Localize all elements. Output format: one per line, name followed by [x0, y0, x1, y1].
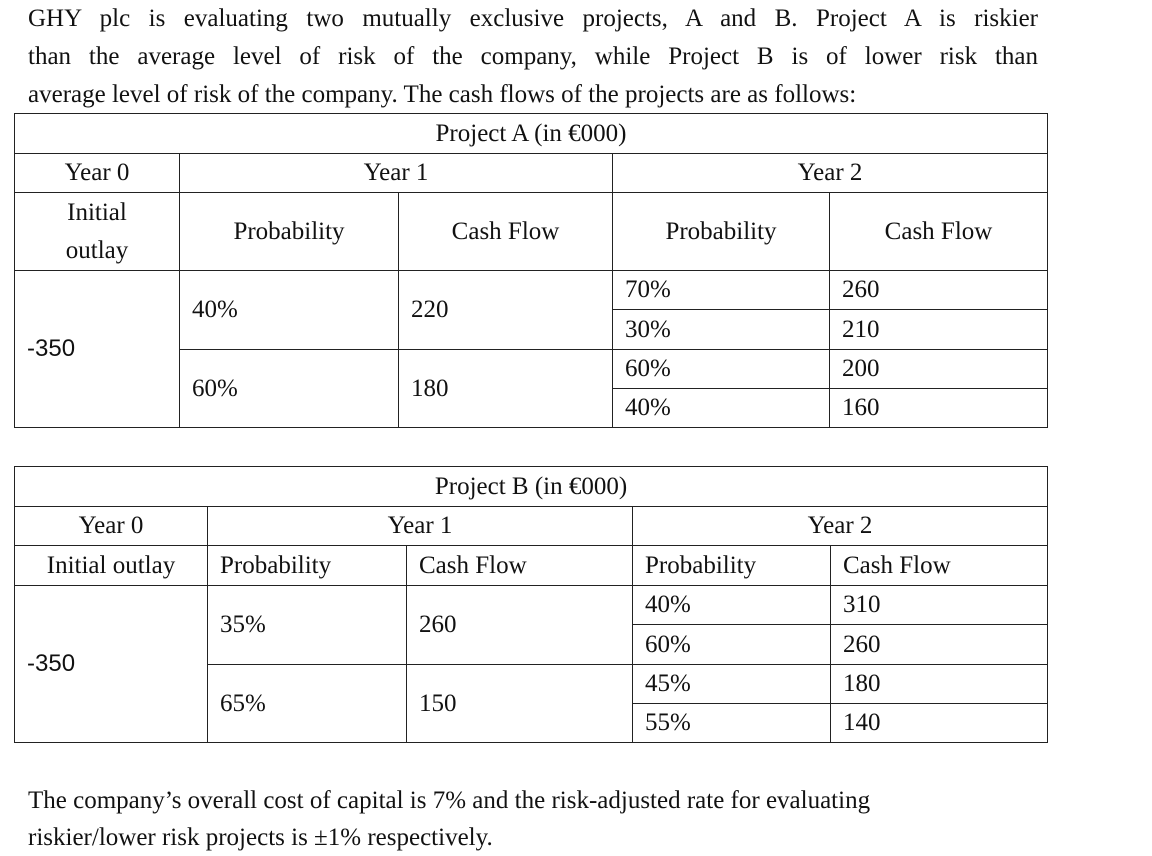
project-b-y1-cf: 150 [407, 665, 633, 743]
project-a-y1-cf: 180 [399, 350, 613, 428]
project-a-year0-header: Year 0 [15, 154, 180, 193]
project-a-y1-prob: 40% [180, 271, 399, 350]
outro-line-2: riskier/lower risk projects is ±1% respectively. [28, 824, 493, 851]
project-b-cf2-header: Cash Flow [831, 546, 1048, 586]
project-b-y2-cf: 260 [831, 625, 1048, 665]
project-a-y1-prob: 60% [180, 350, 399, 428]
project-a-prob2-header: Probability [613, 193, 830, 271]
project-b-title: Project B (in €000) [15, 467, 1048, 507]
project-a-cf-header: Cash Flow [399, 193, 613, 271]
project-a-y2-prob: 40% [613, 389, 830, 428]
intro-paragraph [28, 0, 1038, 114]
project-a-y2-cf: 160 [830, 389, 1048, 428]
intro-line-1: GHY plc is evaluating two mutually exclusive projects, A and B. Project A is riskier [28, 5, 1038, 32]
outro-line-1: The company’s overall cost of capital is 7% and the risk-adjusted rate for evaluating [28, 787, 871, 814]
project-b-initial-outlay-header: Initial outlay [15, 546, 208, 586]
project-a-table [14, 113, 1048, 428]
intro-line-3: average level of risk of the company. The cash flows of the projects are as follows: [28, 81, 857, 108]
project-a-y2-cf: 210 [830, 310, 1048, 350]
project-b-y2-cf: 140 [831, 704, 1048, 743]
project-b-outlay-value: -350 [15, 586, 208, 743]
project-a-prob-header: Probability [180, 193, 399, 271]
project-b-year0-header: Year 0 [15, 507, 208, 546]
project-b-year2-header: Year 2 [633, 507, 1048, 546]
project-b-prob-header: Probability [208, 546, 407, 586]
project-b-y1-prob: 65% [208, 665, 407, 743]
project-a-initial-outlay-line1: Initial [67, 198, 127, 226]
project-a-cf2-header: Cash Flow [830, 193, 1048, 271]
intro-line-2: than the average level of risk of the company, while Project B is of lower risk than [28, 43, 1038, 70]
project-b-y1-prob: 35% [208, 586, 407, 665]
project-a-outlay-value: -350 [15, 271, 180, 428]
project-b-y2-cf: 180 [831, 665, 1048, 704]
outro-paragraph [28, 782, 1038, 856]
project-b-y2-prob: 60% [633, 625, 831, 665]
project-a-y2-prob: 70% [613, 271, 830, 310]
project-a-y2-prob: 30% [613, 310, 830, 350]
project-a-y2-prob: 60% [613, 350, 830, 389]
project-a-year2-header: Year 2 [613, 154, 1048, 193]
project-b-year1-header: Year 1 [208, 507, 633, 546]
project-a-initial-outlay-line2: outlay [65, 236, 129, 264]
project-a-y2-cf: 200 [830, 350, 1048, 389]
project-b-y2-prob: 45% [633, 665, 831, 704]
project-b-y2-cf: 310 [831, 586, 1048, 625]
project-b-cf-header: Cash Flow [407, 546, 633, 586]
project-b-prob2-header: Probability [633, 546, 831, 586]
project-a-title: Project A (in €000) [15, 114, 1048, 154]
project-b-y2-prob: 40% [633, 586, 831, 625]
project-b-y1-cf: 260 [407, 586, 633, 665]
project-a-initial-outlay-header [15, 193, 180, 271]
project-a-y2-cf: 260 [830, 271, 1048, 310]
project-a-year1-header: Year 1 [180, 154, 613, 193]
project-b-y2-prob: 55% [633, 704, 831, 743]
project-a-y1-cf: 220 [399, 271, 613, 350]
project-b-table [14, 466, 1048, 743]
